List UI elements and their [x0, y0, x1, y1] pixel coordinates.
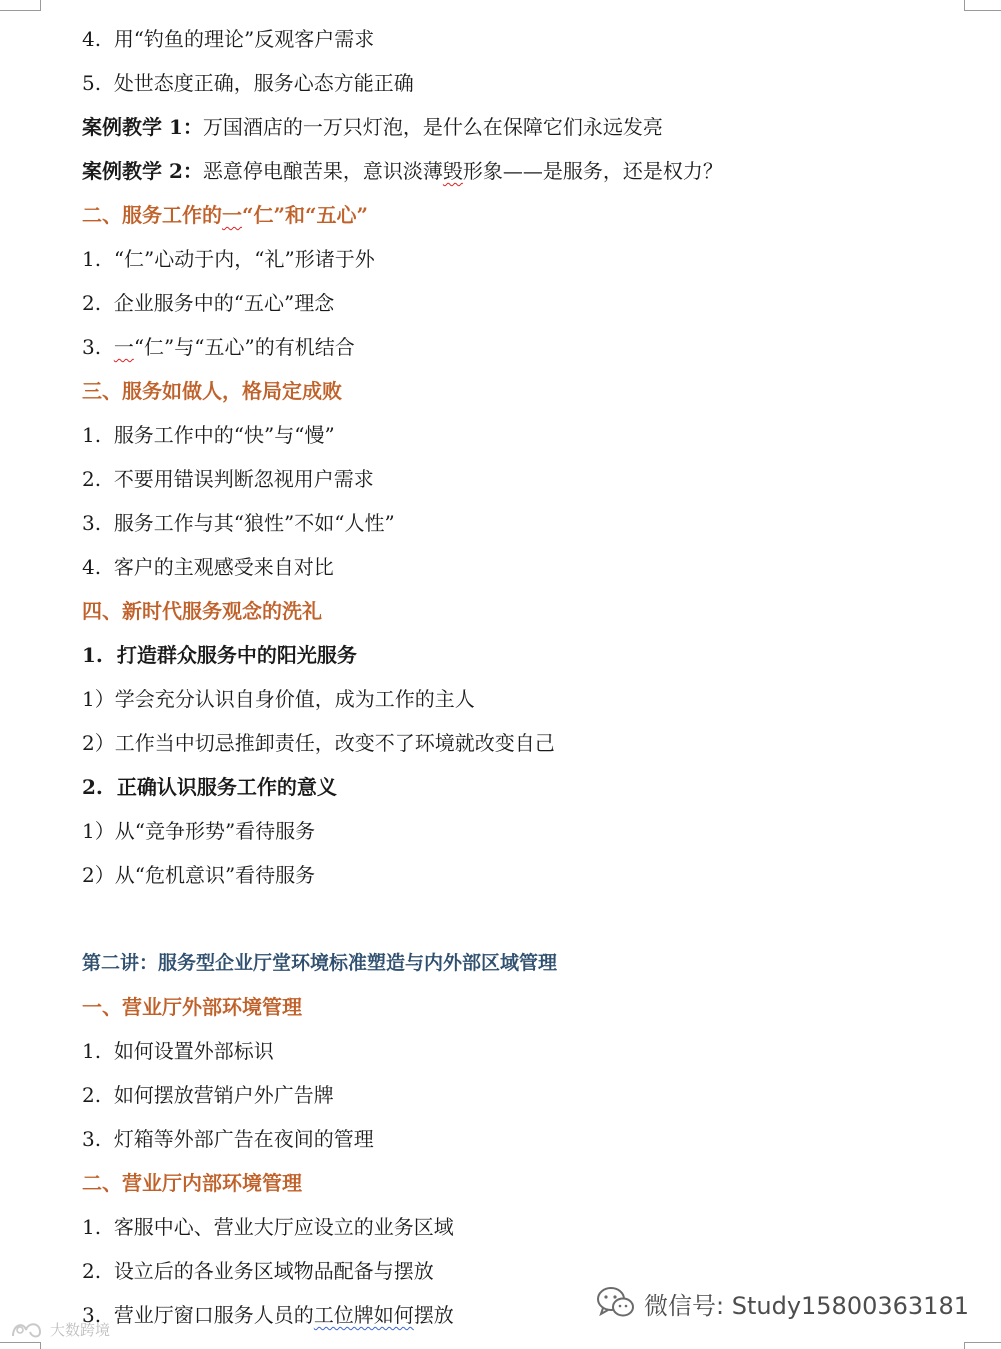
- list-text: 服务工作与其“狼性”不如“人性”: [113, 511, 395, 535]
- logo-text: 大数跨境: [50, 1320, 111, 1339]
- subsection-heading: [82, 770, 972, 814]
- section-heading: [82, 594, 972, 638]
- list-number: 3.: [82, 1303, 102, 1327]
- list-number: 2.: [82, 775, 103, 799]
- list-text: 处世态度正确，服务心态方能正确: [113, 71, 414, 95]
- section-heading-text-end: “仁”和“五心”: [242, 203, 369, 227]
- section-heading: [82, 1166, 972, 1210]
- list-text: 如何设置外部标识: [113, 1039, 274, 1063]
- list-item: [82, 418, 972, 462]
- list-number: 2.: [82, 1083, 102, 1107]
- list-number: 1）: [82, 687, 115, 711]
- list-text: 从“危机意识”看待服务: [114, 863, 316, 887]
- list-text: 服务工作中的“快”与“慢”: [113, 423, 335, 447]
- wechat-icon: [596, 1286, 636, 1320]
- section-heading-text: 二、营业厅内部环境管理: [82, 1171, 302, 1195]
- list-item: [82, 682, 972, 726]
- wechat-watermark: [596, 1285, 969, 1321]
- list-item: [82, 550, 972, 594]
- list-item: [82, 66, 972, 110]
- watermark-text: 微信号: Study15800363181: [644, 1291, 969, 1320]
- list-item: [82, 814, 972, 858]
- list-text: 学会充分认识自身价值，成为工作的主人: [114, 687, 475, 711]
- list-text: 客户的主观感受来自对比: [113, 555, 334, 579]
- list-text: 从“竞争形势”看待服务: [114, 819, 316, 843]
- case-study-line: [82, 110, 972, 154]
- list-item: [82, 1210, 972, 1254]
- page-corner-mark-top-right: [964, 0, 1001, 11]
- subsection-heading: [82, 638, 972, 682]
- list-text-end: 摆放: [413, 1303, 454, 1327]
- list-text: “仁”心动于内，“礼”形诸于外: [113, 247, 375, 271]
- list-item: [82, 330, 972, 374]
- list-number: 1.: [82, 1039, 102, 1063]
- list-number: 1）: [82, 819, 115, 843]
- list-text: 灯箱等外部广告在夜间的管理: [113, 1127, 374, 1151]
- list-number: 2）: [82, 863, 115, 887]
- subsection-heading-text: 打造群众服务中的阳光服务: [116, 643, 357, 667]
- list-text: 不要用错误判断忽视用户需求: [113, 467, 374, 491]
- document-body: [82, 22, 972, 1342]
- list-number: 2.: [82, 291, 102, 315]
- case-study-label: 案例教学 1：: [82, 115, 203, 139]
- case-study-text: 恶意停电酿苦果，意识淡薄: [202, 159, 443, 183]
- lecture-heading: [82, 946, 972, 990]
- section-heading-text: 二、服务工作的: [82, 203, 222, 227]
- list-item: [82, 286, 972, 330]
- list-item: [82, 726, 972, 770]
- list-text: 设立后的各业务区域物品配备与摆放: [113, 1259, 434, 1283]
- list-number: 4.: [82, 27, 102, 51]
- list-item: [82, 1034, 972, 1078]
- case-study-line: [82, 154, 972, 198]
- list-number: 2.: [82, 1259, 102, 1283]
- brand-logo: [10, 1318, 110, 1340]
- list-number: 4.: [82, 555, 102, 579]
- case-study-label: 案例教学 2：: [82, 159, 203, 183]
- list-number: 1.: [82, 1215, 102, 1239]
- list-text: 企业服务中的“五心”理念: [113, 291, 335, 315]
- list-text: “仁”与“五心”的有机结合: [133, 335, 355, 359]
- section-heading: [82, 990, 972, 1034]
- list-text: 如何摆放营销户外广告牌: [113, 1083, 334, 1107]
- list-number: 3.: [82, 1127, 102, 1151]
- list-text: 用“钓鱼的理论”反观客户需求: [113, 27, 375, 51]
- list-item: [82, 858, 972, 902]
- case-study-text: 万国酒店的一万只灯泡，是什么在保障它们永远发亮: [202, 115, 663, 139]
- list-number: 2.: [82, 467, 102, 491]
- list-text: 营业厅窗口服务人员的: [113, 1303, 314, 1327]
- list-number: 1.: [82, 247, 102, 271]
- subsection-heading-text: 正确认识服务工作的意义: [116, 775, 337, 799]
- page-corner-mark-bottom-right: [964, 1342, 1001, 1349]
- list-text: 客服中心、营业大厅应设立的业务区域: [113, 1215, 454, 1239]
- spellcheck-flagged-text: 一: [113, 335, 134, 359]
- list-item: [82, 1122, 972, 1166]
- page-corner-mark-bottom-left: [0, 1342, 41, 1349]
- lecture-heading-text: 第二讲：服务型企业厅堂环境标准塑造与内外部区域管理: [82, 952, 558, 974]
- section-heading: [82, 374, 972, 418]
- list-item: [82, 242, 972, 286]
- logo-mark-icon: [10, 1318, 46, 1340]
- list-item: [82, 1078, 972, 1122]
- list-item: [82, 506, 972, 550]
- spellcheck-flagged-text: 一: [222, 203, 242, 227]
- section-heading-text: 四、新时代服务观念的洗礼: [82, 599, 322, 623]
- list-item: [82, 462, 972, 506]
- list-number: 1.: [82, 423, 102, 447]
- section-heading-text: 一、营业厅外部环境管理: [82, 995, 302, 1019]
- list-item: [82, 22, 972, 66]
- spellcheck-flagged-text: 毁: [442, 159, 463, 183]
- section-heading-text: 三、服务如做人，格局定成败: [82, 379, 342, 403]
- case-study-text-end: 形象——是服务，还是权力？: [462, 159, 723, 183]
- list-number: 3.: [82, 335, 102, 359]
- grammar-flagged-text: 工位牌如何: [313, 1303, 414, 1327]
- list-text: 工作当中切忌推卸责任，改变不了环境就改变自己: [114, 731, 555, 755]
- list-number: 5.: [82, 71, 102, 95]
- section-heading: [82, 198, 972, 242]
- page-corner-mark-top-left: [0, 0, 41, 11]
- list-number: 2）: [82, 731, 115, 755]
- blank-line: [82, 902, 972, 946]
- list-number: 1.: [82, 643, 103, 667]
- list-number: 3.: [82, 511, 102, 535]
